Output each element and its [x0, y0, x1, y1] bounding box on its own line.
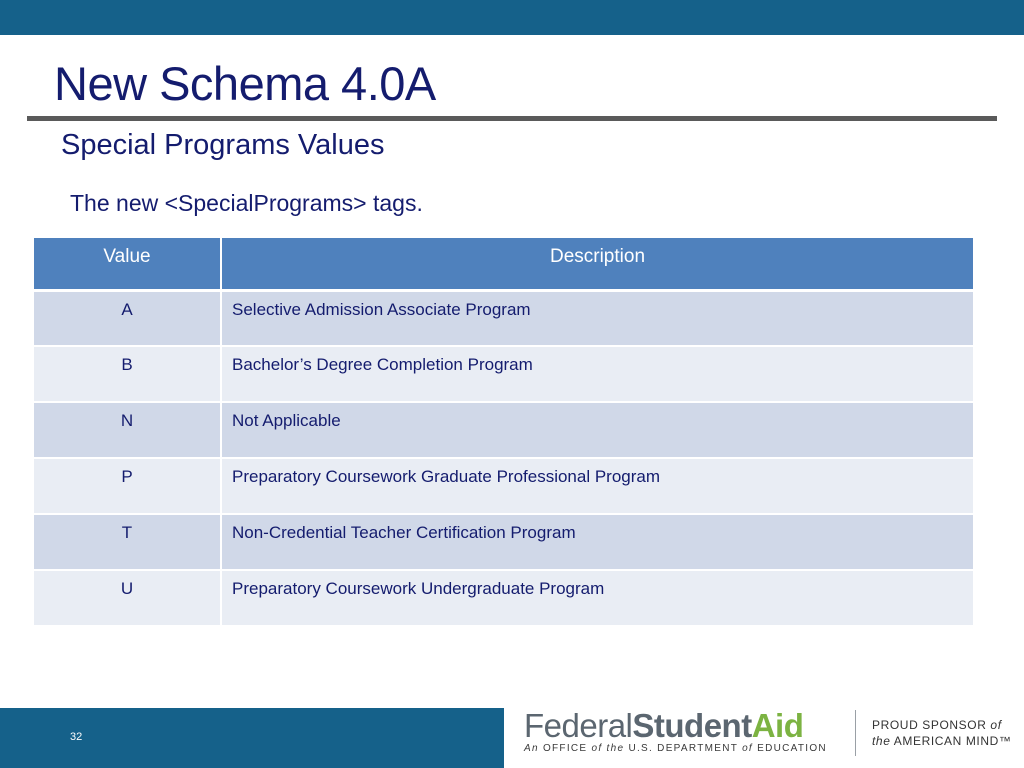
sponsor-line-2: [872, 733, 1012, 749]
logo-divider: [855, 710, 856, 756]
sponsor-the: the: [872, 734, 891, 748]
value-cell: B: [34, 346, 221, 402]
special-programs-table: [34, 238, 973, 627]
tagline-office: OFFICE: [542, 743, 588, 754]
sponsor-line-1: [872, 717, 1012, 733]
table-row: [34, 570, 973, 626]
tagline-of: of: [591, 743, 603, 754]
value-cell: N: [34, 402, 221, 458]
table-row: [34, 514, 973, 570]
tagline-the: the: [606, 743, 625, 754]
description-cell: Preparatory Coursework Undergraduate Program: [221, 570, 973, 626]
logo-student: Student: [632, 707, 752, 744]
page-number: 32: [70, 731, 83, 743]
logo-tagline: [524, 743, 827, 754]
description-column-header: Description: [221, 238, 973, 290]
logo-federal: Federal: [524, 707, 633, 744]
slide-title: New Schema 4.0A: [54, 57, 436, 110]
logo-wordmark: [524, 706, 803, 746]
tagline-department: U.S. DEPARTMENT: [628, 743, 738, 754]
tagline-of-2: of: [742, 743, 754, 754]
description-cell: Not Applicable: [221, 402, 973, 458]
sponsor-proud: PROUD SPONSOR: [872, 718, 987, 732]
table-header-row: [34, 238, 973, 290]
top-band: [0, 0, 1024, 35]
title-divider: [27, 116, 997, 121]
tagline-education: EDUCATION: [757, 743, 827, 754]
table-row: [34, 290, 973, 346]
tagline-an: An: [524, 743, 539, 754]
value-cell: U: [34, 570, 221, 626]
description-cell: Bachelor’s Degree Completion Program: [221, 346, 973, 402]
federal-student-aid-logo: [524, 706, 844, 762]
sponsor-american-mind: AMERICAN MIND™: [893, 734, 1012, 748]
value-column-header: Value: [34, 238, 221, 290]
logo-aid: Aid: [751, 707, 804, 744]
table-row: [34, 458, 973, 514]
sponsor-of: of: [990, 718, 1002, 732]
value-cell: A: [34, 290, 221, 346]
table-row: [34, 346, 973, 402]
value-cell: P: [34, 458, 221, 514]
sponsor-text: [872, 717, 1012, 749]
slide-subtitle: Special Programs Values: [61, 129, 385, 161]
description-cell: Preparatory Coursework Graduate Professional Program: [221, 458, 973, 514]
description-cell: Selective Admission Associate Program: [221, 290, 973, 346]
value-cell: T: [34, 514, 221, 570]
table-row: [34, 402, 973, 458]
intro-text: The new <SpecialPrograms> tags.: [70, 190, 423, 216]
description-cell: Non-Credential Teacher Certification Program: [221, 514, 973, 570]
